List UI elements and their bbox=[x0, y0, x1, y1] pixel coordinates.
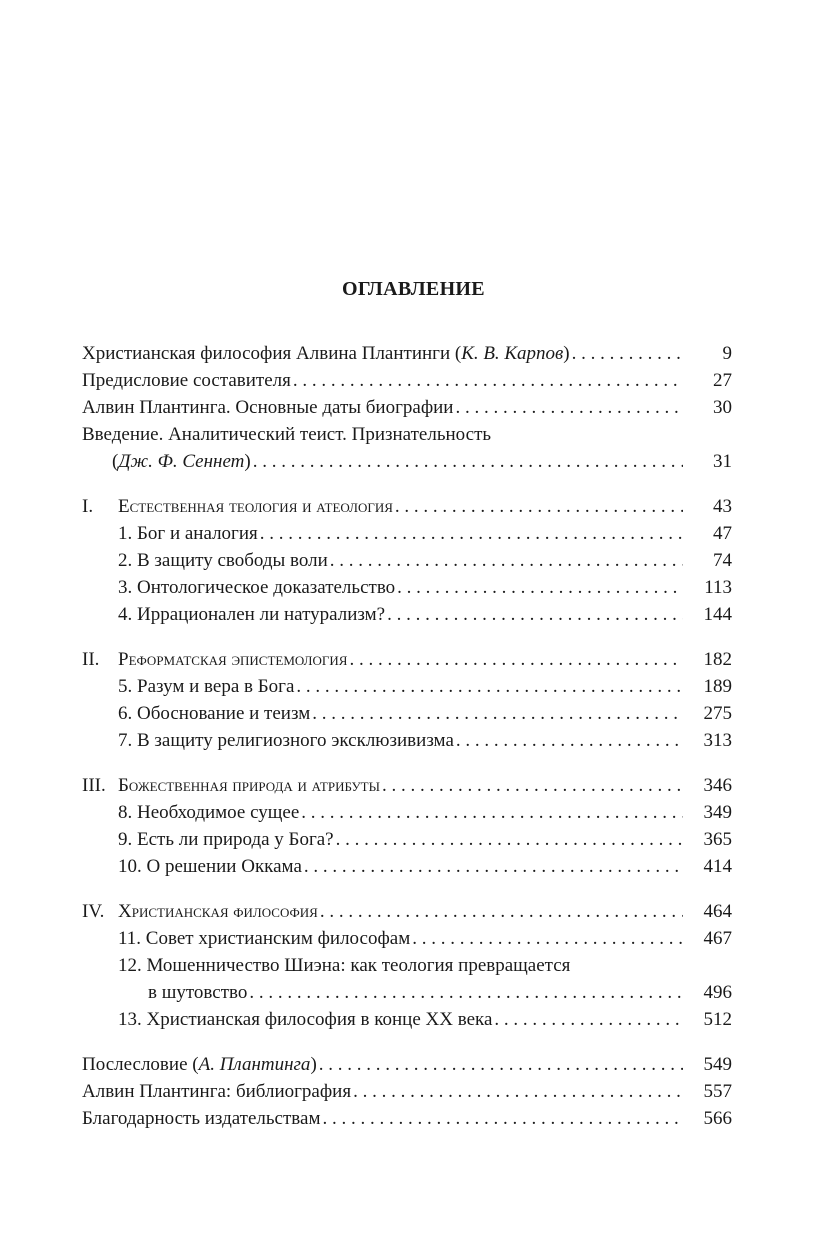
chapter-title: 6. Обоснование и теизм bbox=[118, 703, 311, 724]
toc-chapter-3[interactable] bbox=[82, 574, 732, 601]
part-number: IV. bbox=[82, 901, 105, 922]
toc-chapter-6[interactable] bbox=[82, 700, 732, 727]
page-number: 346 bbox=[703, 775, 732, 796]
page-number: 43 bbox=[713, 496, 732, 517]
dot-leader bbox=[293, 367, 683, 394]
chapter-title: 2. В защиту свободы воли bbox=[118, 550, 328, 571]
dot-leader bbox=[322, 1105, 683, 1132]
chapter-title: 13. Христианская философия в конце XX века bbox=[118, 1009, 493, 1030]
toc-chapter-13[interactable] bbox=[82, 1006, 732, 1033]
toc-entry-introduction[interactable]: (Дж. Ф. Сеннет) . . . 31 bbox=[82, 448, 732, 475]
page-number: 27 bbox=[713, 370, 732, 391]
page-number: 275 bbox=[703, 703, 732, 724]
chapter-title: 3. Онтологическое доказательство bbox=[118, 577, 396, 598]
chapter-title: 4. Иррационален ли натурализм? bbox=[118, 604, 386, 625]
dot-leader bbox=[301, 799, 683, 826]
toc-chapter-9[interactable] bbox=[82, 826, 732, 853]
page-number: 30 bbox=[713, 397, 732, 418]
toc-chapter-5[interactable] bbox=[82, 673, 732, 700]
page-number: 557 bbox=[703, 1081, 732, 1102]
entry-title: Предисловие составителя bbox=[82, 370, 291, 391]
page-number: 144 bbox=[703, 604, 732, 625]
toc-chapter-1[interactable] bbox=[82, 520, 732, 547]
chapter-title: 8. Необходимое сущее bbox=[118, 802, 300, 823]
dot-leader bbox=[456, 727, 683, 754]
toc-chapter-12[interactable] bbox=[82, 979, 732, 1006]
dot-leader bbox=[455, 394, 683, 421]
toc-entry-biography-dates[interactable] bbox=[82, 394, 732, 421]
page-number: 464 bbox=[703, 901, 732, 922]
entry-title: Благодарность издательствам bbox=[82, 1108, 321, 1129]
page-number: 113 bbox=[704, 577, 732, 598]
dot-leader bbox=[336, 826, 683, 853]
dot-leader bbox=[296, 673, 683, 700]
dot-leader bbox=[330, 547, 683, 574]
part-number: I. bbox=[82, 496, 94, 517]
chapter-title: в шутовство bbox=[148, 982, 248, 1003]
dot-leader bbox=[572, 340, 683, 367]
page-title: ОГЛАВЛЕНИЕ bbox=[342, 278, 485, 300]
page-number: 47 bbox=[713, 523, 732, 544]
toc-entry-introduction-line1[interactable]: Введение. Аналитический теист. Признательность bbox=[82, 424, 492, 445]
dot-leader bbox=[320, 898, 683, 925]
part-title: Божественная природа и атрибуты bbox=[118, 775, 380, 796]
page-number: 549 bbox=[703, 1054, 732, 1075]
page-number: 313 bbox=[703, 730, 732, 751]
toc-chapter-11[interactable] bbox=[82, 925, 732, 952]
page-number: 566 bbox=[703, 1108, 732, 1129]
page-number: 467 bbox=[703, 928, 732, 949]
dot-leader bbox=[249, 979, 683, 1006]
page-number: 31 bbox=[713, 451, 732, 472]
entry-author: А. Плантинга bbox=[198, 1054, 311, 1075]
chapter-title: 7. В защиту религиозного эксклюзивизма bbox=[118, 730, 454, 751]
chapter-title: 10. О решении Оккама bbox=[118, 856, 302, 877]
part-number: II. bbox=[82, 649, 100, 670]
toc-part-4[interactable] bbox=[82, 898, 732, 925]
dot-leader bbox=[353, 1078, 683, 1105]
entry-author: К. В. Карпов bbox=[461, 343, 564, 364]
dot-leader bbox=[253, 448, 683, 475]
toc-chapter-12-line1[interactable]: 12. Мошенничество Шиэна: как теология превращается bbox=[118, 955, 571, 976]
dot-leader bbox=[412, 925, 683, 952]
page-number: 182 bbox=[703, 649, 732, 670]
dot-leader bbox=[382, 772, 683, 799]
dot-leader bbox=[260, 520, 683, 547]
dot-leader bbox=[304, 853, 683, 880]
page-number: 512 bbox=[703, 1009, 732, 1030]
dot-leader bbox=[395, 493, 683, 520]
dot-leader bbox=[494, 1006, 683, 1033]
part-title: Реформатская эпистемология bbox=[118, 649, 348, 670]
toc-chapter-7[interactable] bbox=[82, 727, 732, 754]
toc-chapter-2[interactable] bbox=[82, 547, 732, 574]
chapter-title: 9. Есть ли природа у Бога? bbox=[118, 829, 334, 850]
entry-title: Алвин Плантинга. Основные даты биографии bbox=[82, 397, 454, 418]
chapter-title: 11. Совет христианским философам bbox=[118, 928, 411, 949]
toc-part-2[interactable] bbox=[82, 646, 732, 673]
entry-title: Христианская философия Алвина Плантинги ( bbox=[82, 343, 462, 364]
toc-chapter-4[interactable] bbox=[82, 601, 732, 628]
toc-entry-preface[interactable] bbox=[82, 367, 732, 394]
entry-author: Дж. Ф. Сеннет bbox=[118, 451, 245, 472]
page-number: 414 bbox=[703, 856, 732, 877]
toc-part-3[interactable] bbox=[82, 772, 732, 799]
part-number: III. bbox=[82, 775, 106, 796]
page-number: 365 bbox=[703, 829, 732, 850]
dot-leader bbox=[319, 1051, 683, 1078]
page-number: 9 bbox=[722, 343, 732, 364]
chapter-title: 5. Разум и вера в Бога bbox=[118, 676, 295, 697]
dot-leader bbox=[397, 574, 683, 601]
toc-chapter-10[interactable] bbox=[82, 853, 732, 880]
dot-leader bbox=[387, 601, 683, 628]
dot-leader bbox=[349, 646, 683, 673]
toc-part-1[interactable] bbox=[82, 493, 732, 520]
dot-leader bbox=[312, 700, 683, 727]
page-number: 349 bbox=[703, 802, 732, 823]
page-number: 74 bbox=[713, 550, 732, 571]
part-title: Естественная теология и атеология bbox=[118, 496, 393, 517]
page-number: 496 bbox=[703, 982, 732, 1003]
toc-chapter-8[interactable] bbox=[82, 799, 732, 826]
chapter-title: 1. Бог и аналогия bbox=[118, 523, 258, 544]
table-of-contents bbox=[82, 340, 732, 1132]
part-title: Христианская философия bbox=[118, 901, 318, 922]
page-number: 189 bbox=[703, 676, 732, 697]
toc-entry-foreword-karpov[interactable]: Христианская философия Алвина Плантинги (К. В. Карпов) . . . 9 bbox=[82, 340, 732, 367]
toc-entry-acknowledgements[interactable] bbox=[82, 1105, 732, 1132]
entry-title: Послесловие ( bbox=[82, 1054, 199, 1075]
toc-entry-afterword[interactable]: Послесловие (А. Плантинга) . . . 549 bbox=[82, 1051, 732, 1078]
entry-title: Алвин Плантинга: библиография bbox=[82, 1081, 352, 1102]
toc-entry-bibliography[interactable] bbox=[82, 1078, 732, 1105]
